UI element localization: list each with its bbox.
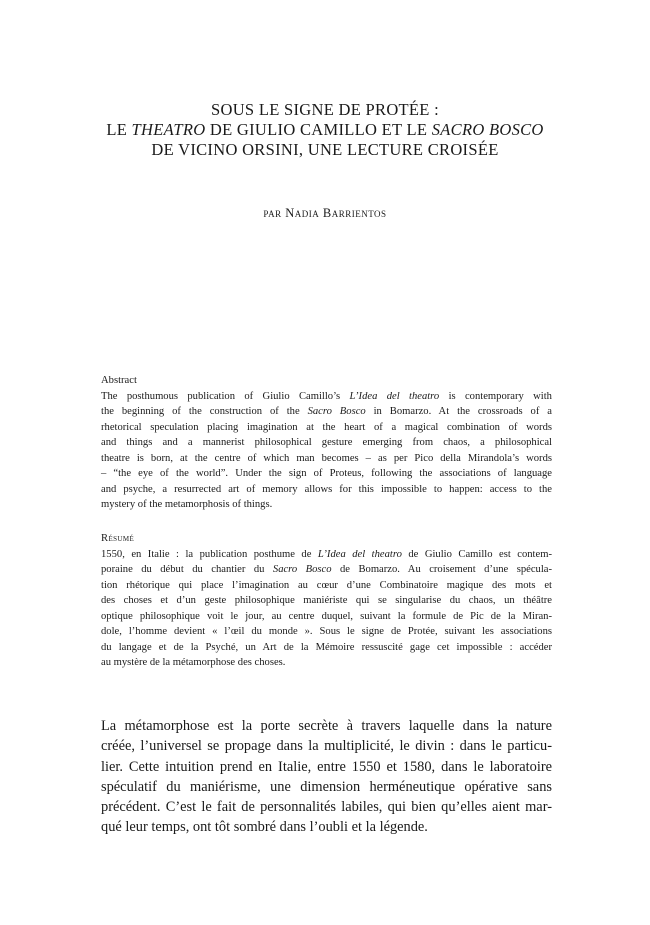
abstract-line <box>101 451 552 467</box>
resume-line <box>101 593 552 609</box>
resume-line-segment: des choses et d’un geste philosophique maniériste qui se singularise du chaos, un théâtre <box>101 595 552 606</box>
abstract-line-segment: rhetorical speculation placing imagination at the heart of a magical combination of words <box>101 421 552 433</box>
abstract-line <box>101 466 552 482</box>
abstract-section <box>101 373 552 513</box>
resume-line-segment: dole, l’homme devient « l’œil du monde ». Sous le signe de Protée, suivant les associations <box>101 626 552 637</box>
resume-line <box>101 640 552 656</box>
resume-line-segment: poraine du début du chantier du <box>101 564 273 575</box>
body-line: créée, l’universel se propage dans la multiplicité, le divin : dans le particu- <box>101 738 552 755</box>
resume-line-segment: de Bomarzo. Au croisement d’une spécula- <box>331 564 552 575</box>
body-line: La métamorphose est la porte secrète à travers laquelle dans la nature <box>101 718 552 734</box>
body-paragraph <box>101 716 552 838</box>
resume-text <box>101 547 552 671</box>
abstract-line-segment: the beginning of the construction of the <box>101 406 308 417</box>
resume-line-segment: de Giulio Camillo est contem- <box>401 548 552 560</box>
abstract-line-segment: theatre is born, at the centre of which man becomes – as per Pico della Mirandola’s words <box>101 452 552 464</box>
abstract-line-segment: in Bomarzo. At the crossroads of a <box>365 406 552 417</box>
body-line: qué leur temps, ont tôt sombré dans l’oubli et la légende. <box>101 819 428 836</box>
abstract-line <box>101 420 552 436</box>
resume-line <box>101 609 552 625</box>
resume-line-segment: tion rhétorique qui place l’imagination au cœur d’une Combinatoire magique des mots et <box>101 579 552 591</box>
author-byline <box>0 206 650 221</box>
abstract-line <box>101 389 552 405</box>
abstract-line-segment: and psyche, a resurrected art of memory allows for this impossible to happen: access to the <box>101 483 552 495</box>
abstract-line-segment: and things and a mannerist philosophical gesture emerging from chaos, a philosophical <box>101 437 552 448</box>
author-name: Nadia Barrientos <box>285 206 387 220</box>
abstract-line <box>101 435 552 451</box>
abstract-line <box>101 482 552 498</box>
author-prefix: par <box>263 206 286 220</box>
resume-line-segment: du langage et de la Psyché, un Art de la Mémoire ressuscité gage cet impossible : accéder <box>101 641 552 653</box>
resume-line-segment: L’Idea del theatro <box>317 548 402 560</box>
resume-line-segment: 1550, en Italie : la publication posthume de <box>101 548 318 560</box>
resume-line <box>101 624 552 640</box>
abstract-line-segment: The posthumous publication of Giulio Camillo’s <box>101 390 350 402</box>
resume-line-segment: optique philosophique voit le jour, au centre duquel, suivant la formule de Pic de la Miran- <box>101 610 552 622</box>
title-line-2-sacro-bosco: SACRO BOSCO <box>431 120 544 139</box>
resume-line-segment: au mystère de la métamorphose des choses. <box>101 657 286 668</box>
abstract-line <box>101 497 552 513</box>
title-line-1: SOUS LE SIGNE DE PROTÉE : <box>211 100 439 119</box>
abstract-line-segment: is contemporary with <box>439 390 552 402</box>
resume-heading: Résumé <box>101 533 135 544</box>
title-line-2-part-a: LE <box>106 120 132 139</box>
abstract-text <box>101 389 552 513</box>
abstract-heading: Abstract <box>101 375 137 386</box>
title-line-2-theatro: THEATRO <box>131 120 206 139</box>
abstract-line-segment: L’Idea del theatro <box>349 390 440 402</box>
resume-section <box>101 531 552 671</box>
title-line-2 <box>0 120 650 140</box>
resume-line <box>101 547 552 563</box>
resume-line <box>101 562 552 578</box>
abstract-line-segment: Sacro Bosco <box>307 406 366 417</box>
resume-line <box>101 578 552 594</box>
title-line-3: DE VICINO ORSINI, UNE LECTURE CROISÉE <box>151 140 499 159</box>
article-title <box>0 100 650 160</box>
title-line-2-part-c: DE GIULIO CAMILLO ET LE <box>205 120 432 139</box>
resume-line-segment: Sacro Bosco <box>272 564 332 575</box>
body-line: lier. Cette intuition prend en Italie, entre 1550 et 1580, dans le laboratoire <box>101 758 552 775</box>
abstract-line-segment: – “the eye of the world”. Under the sign of Proteus, following the associations of language <box>101 468 552 479</box>
resume-line <box>101 655 552 671</box>
body-line: spéculatif du maniérisme, une dimension herméneutique opérative sans <box>101 778 552 795</box>
body-line: précédent. C’est le fait de personnalités labiles, qui bien qu’elles aient mar- <box>101 799 552 816</box>
abstract-line-segment: mystery of the metamorphosis of things. <box>101 499 273 510</box>
abstract-line <box>101 404 552 420</box>
